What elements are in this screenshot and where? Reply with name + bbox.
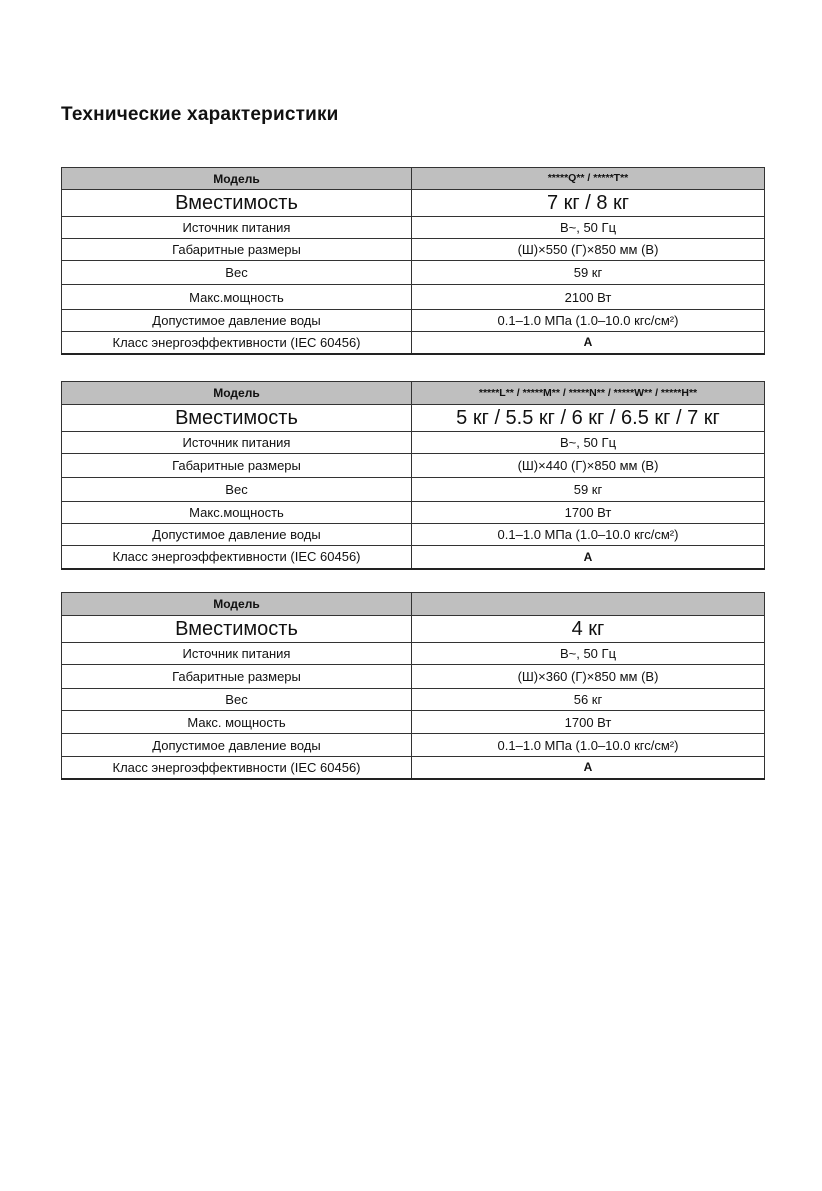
row-value: 0.1–1.0 МПа (1.0–10.0 кгс/см²) bbox=[412, 524, 765, 546]
spec-table-3 bbox=[61, 592, 765, 780]
row-value: (Ш)×440 (Г)×850 мм (В) bbox=[412, 454, 765, 478]
table-row bbox=[62, 643, 765, 665]
table-row bbox=[62, 217, 765, 239]
table-row bbox=[62, 546, 765, 569]
row-value: 0.1–1.0 МПа (1.0–10.0 кгс/см²) bbox=[412, 310, 765, 332]
model-label: Модель bbox=[62, 382, 412, 405]
table-row bbox=[62, 405, 765, 432]
table-row bbox=[62, 757, 765, 779]
row-value: В~, 50 Гц bbox=[412, 643, 765, 665]
table-row bbox=[62, 454, 765, 478]
row-label: Вместимость bbox=[62, 190, 412, 217]
model-label: Модель bbox=[62, 168, 412, 190]
row-label: Вес bbox=[62, 478, 412, 502]
row-value: 4 кг bbox=[412, 616, 765, 643]
model-value: *****Q** / *****T** bbox=[412, 168, 765, 190]
row-label: Класс энергоэффективности (IEC 60456) bbox=[62, 546, 412, 569]
row-value: 1700 Вт bbox=[412, 711, 765, 734]
row-label: Вместимость bbox=[62, 405, 412, 432]
energy-class-value: A bbox=[412, 546, 765, 569]
table-header-row bbox=[62, 382, 765, 405]
table-header-row bbox=[62, 593, 765, 616]
row-label: Габаритные размеры bbox=[62, 665, 412, 689]
table-row bbox=[62, 332, 765, 354]
table-row bbox=[62, 711, 765, 734]
row-label: Габаритные размеры bbox=[62, 239, 412, 261]
spec-table-1 bbox=[61, 167, 765, 355]
row-label: Допустимое давление воды bbox=[62, 524, 412, 546]
row-label: Макс. мощность bbox=[62, 711, 412, 734]
table-row bbox=[62, 261, 765, 285]
row-label: Вес bbox=[62, 689, 412, 711]
model-label: Модель bbox=[62, 593, 412, 616]
table-row bbox=[62, 239, 765, 261]
page-title: Технические характеристики bbox=[61, 104, 339, 125]
table-row bbox=[62, 478, 765, 502]
energy-class-value: A bbox=[412, 332, 765, 354]
table-row bbox=[62, 502, 765, 524]
row-value: 7 кг / 8 кг bbox=[412, 190, 765, 217]
table-row bbox=[62, 432, 765, 454]
row-value: 1700 Вт bbox=[412, 502, 765, 524]
row-label: Источник питания bbox=[62, 217, 412, 239]
row-value: 59 кг bbox=[412, 261, 765, 285]
table-row bbox=[62, 310, 765, 332]
row-label: Макс.мощность bbox=[62, 285, 412, 310]
table-header-row bbox=[62, 168, 765, 190]
table-row bbox=[62, 524, 765, 546]
row-label: Класс энергоэффективности (IEC 60456) bbox=[62, 332, 412, 354]
spec-table-2 bbox=[61, 381, 765, 570]
table-row bbox=[62, 734, 765, 757]
table-row bbox=[62, 190, 765, 217]
table-row bbox=[62, 689, 765, 711]
energy-class-value: A bbox=[412, 757, 765, 779]
row-value: 59 кг bbox=[412, 478, 765, 502]
row-label: Источник питания bbox=[62, 643, 412, 665]
row-label: Класс энергоэффективности (IEC 60456) bbox=[62, 757, 412, 779]
row-value: 2100 Вт bbox=[412, 285, 765, 310]
row-value: 0.1–1.0 МПа (1.0–10.0 кгс/см²) bbox=[412, 734, 765, 757]
row-value: 56 кг bbox=[412, 689, 765, 711]
table-row bbox=[62, 616, 765, 643]
row-label: Габаритные размеры bbox=[62, 454, 412, 478]
row-label: Вместимость bbox=[62, 616, 412, 643]
row-value: (Ш)×550 (Г)×850 мм (В) bbox=[412, 239, 765, 261]
row-label: Вес bbox=[62, 261, 412, 285]
model-value bbox=[412, 593, 765, 616]
row-value: 5 кг / 5.5 кг / 6 кг / 6.5 кг / 7 кг bbox=[412, 405, 765, 432]
row-value: В~, 50 Гц bbox=[412, 217, 765, 239]
table-row bbox=[62, 285, 765, 310]
row-label: Допустимое давление воды bbox=[62, 734, 412, 757]
model-value: *****L** / *****M** / *****N** / *****W** / *****H** bbox=[412, 382, 765, 405]
row-value: В~, 50 Гц bbox=[412, 432, 765, 454]
row-label: Макс.мощность bbox=[62, 502, 412, 524]
row-label: Допустимое давление воды bbox=[62, 310, 412, 332]
row-value: (Ш)×360 (Г)×850 мм (В) bbox=[412, 665, 765, 689]
row-label: Источник питания bbox=[62, 432, 412, 454]
table-row bbox=[62, 665, 765, 689]
